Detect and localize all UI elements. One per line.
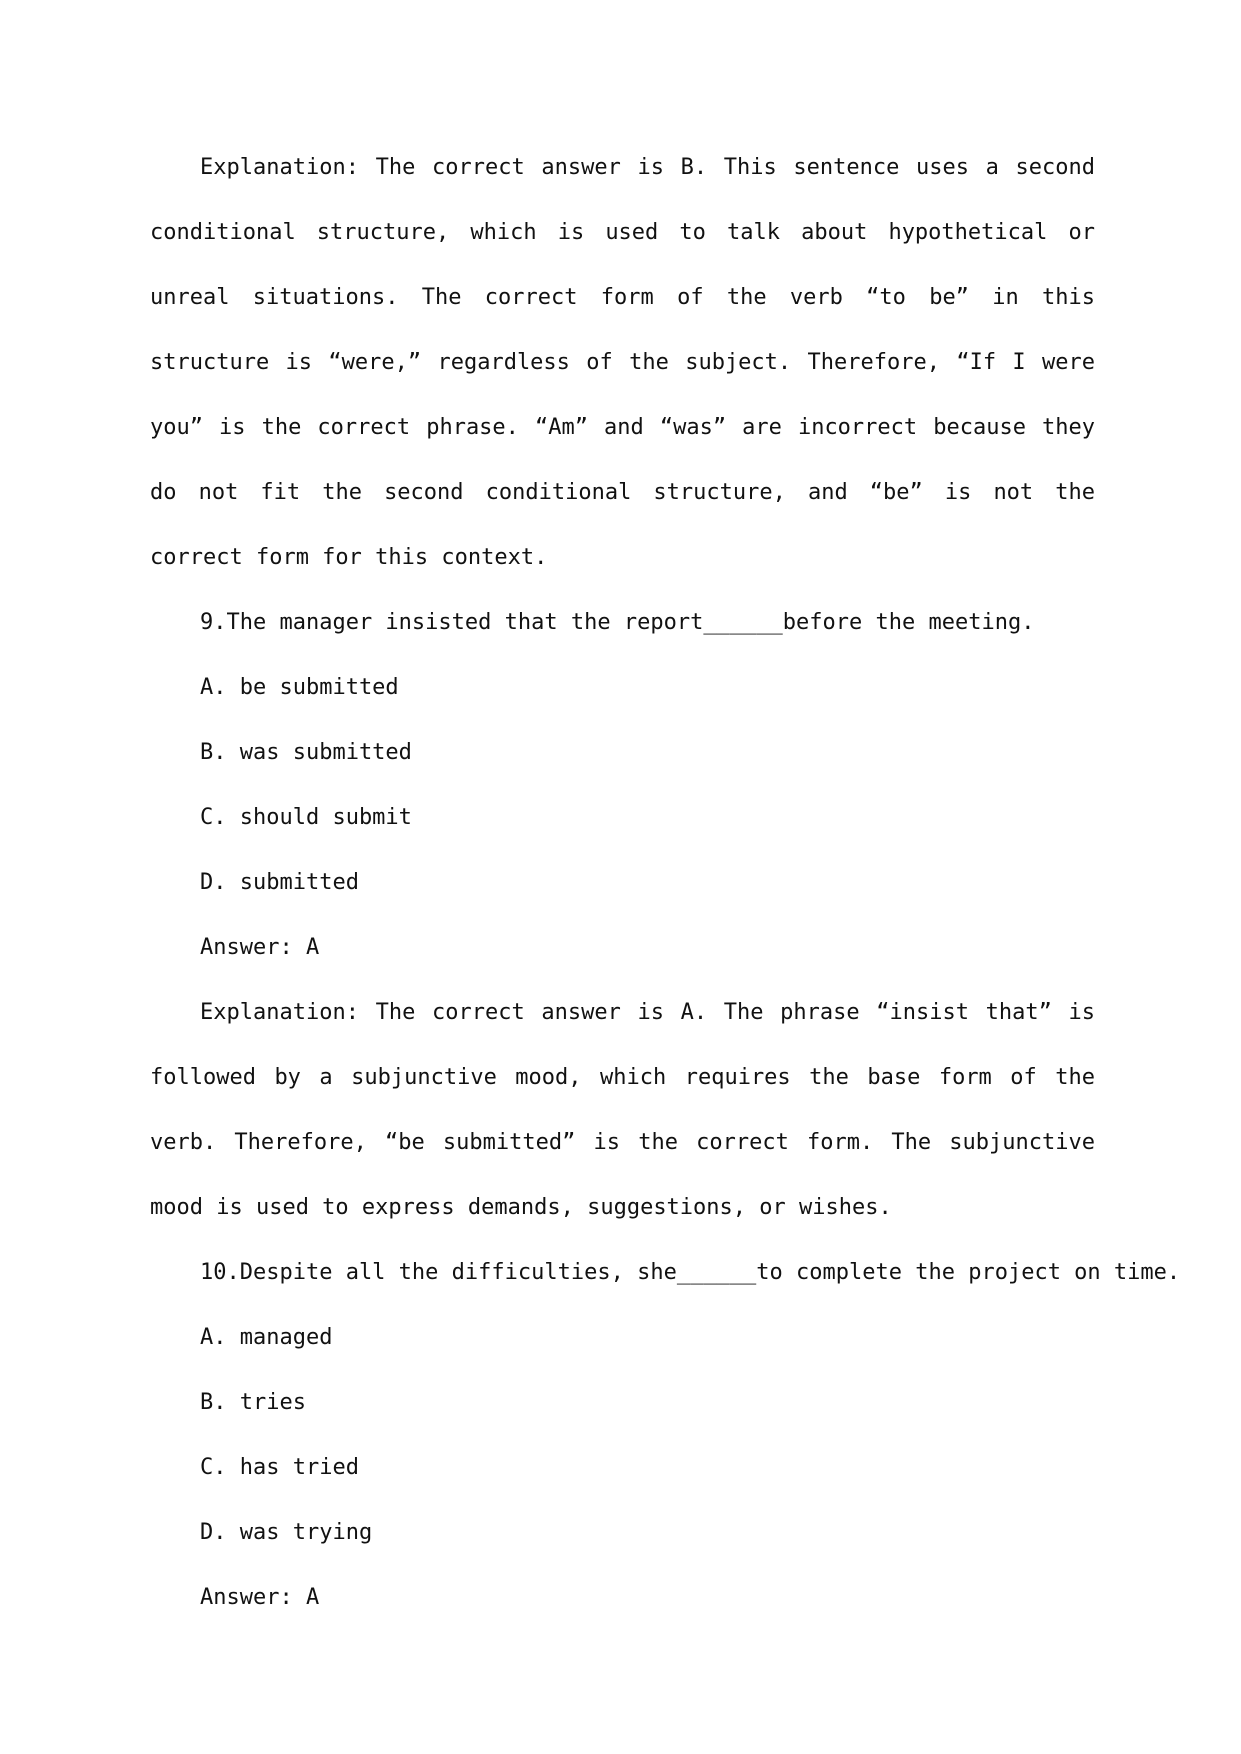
q9-explanation: Explanation: The correct answer is A. The phrase “insist that” is followed by a subjunctive mood, which requires the base form of the verb. Therefore, “be submitted” is the correct form. The subjunctive mood is used to express demands, suggestions, or wishes.	[150, 1000, 1095, 1220]
q10-answer: Answer: A	[200, 1585, 320, 1610]
q9-option-b: B. was submitted	[200, 740, 412, 765]
document-page	[150, 135, 1181, 1630]
q9-question: 9.The manager insisted that the report______before the meeting.	[200, 610, 1035, 635]
q10-option-d: D. was trying	[200, 1520, 373, 1545]
q8-explanation: Explanation: The correct answer is B. This sentence uses a second conditional structure, which is used to talk about hypothetical or unreal situations. The correct form of the verb “to be” in this structure is “were,” regardless of the subject. Therefore, “If I were you” is the correct phrase. “Am” and “was” are incorrect because they do not fit the second conditional structure, and “be” is not the correct form for this context.	[150, 155, 1095, 570]
q9-option-d: D. submitted	[200, 870, 359, 895]
q9-option-c: C. should submit	[200, 805, 412, 830]
q10-option-b: B. tries	[200, 1390, 306, 1415]
q9-answer: Answer: A	[200, 935, 320, 960]
q10-option-a: A. managed	[200, 1325, 333, 1350]
q10-question: 10.Despite all the difficulties, she______to complete the project on time.	[200, 1260, 1181, 1285]
q10-option-c: C. has tried	[200, 1455, 359, 1480]
q9-option-a: A. be submitted	[200, 675, 399, 700]
